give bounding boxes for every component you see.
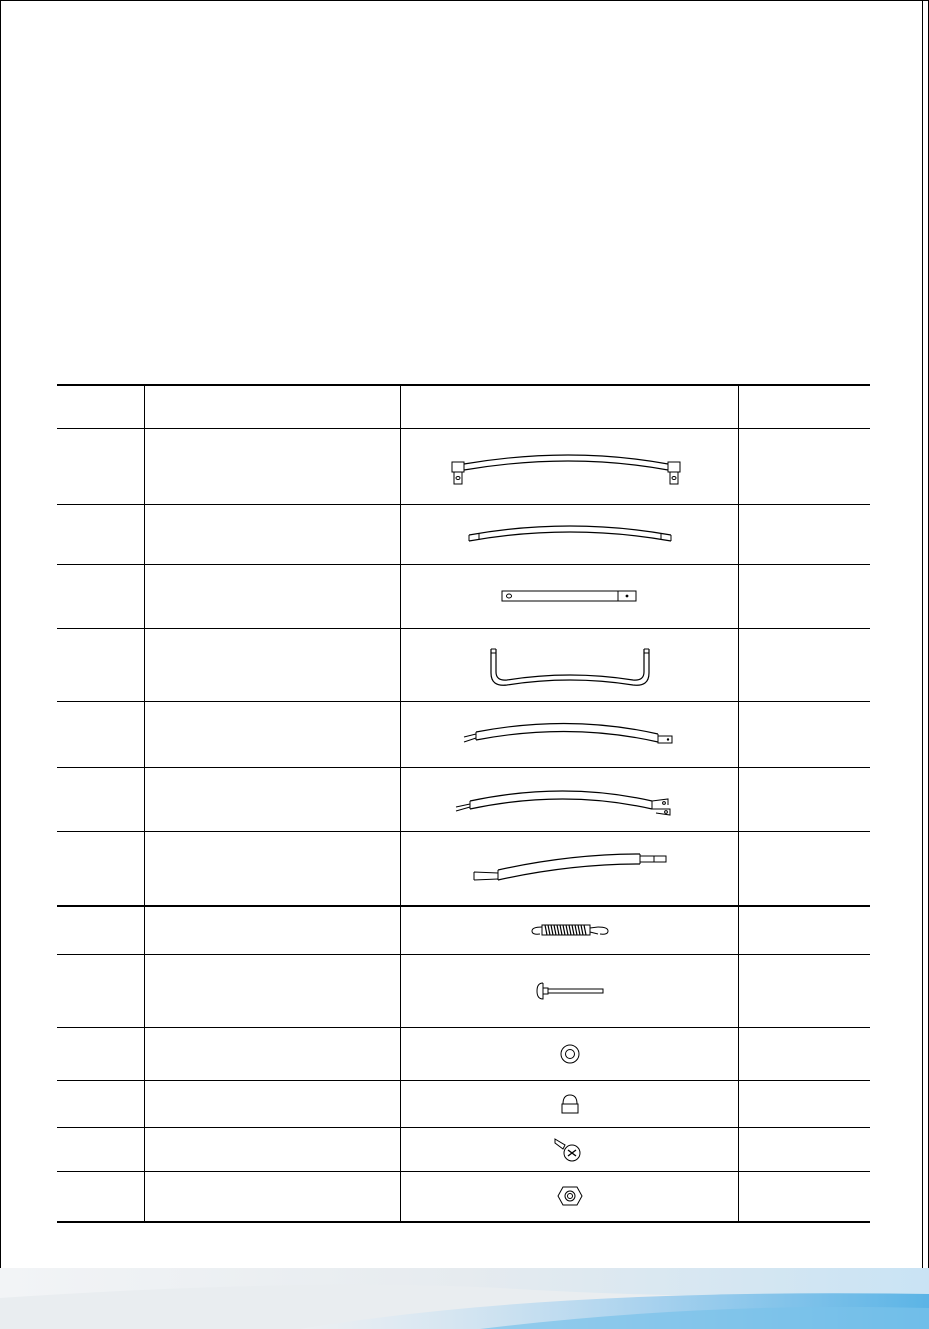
table-row <box>57 1027 870 1080</box>
header-cell-picture <box>401 385 739 428</box>
page-edge-rule <box>922 0 923 1329</box>
parts-list-table <box>57 384 870 1223</box>
flat-bar-icon <box>500 588 640 604</box>
table-row <box>57 954 870 1027</box>
table-row <box>57 1080 870 1127</box>
bolt-icon <box>535 981 605 1001</box>
header-cell-no <box>57 385 145 428</box>
header-cell-name <box>145 385 401 428</box>
table-row <box>57 831 870 906</box>
table-row <box>57 628 870 701</box>
curved-top-rail-with-brackets-icon <box>450 446 690 486</box>
curved-tube-icon <box>465 519 675 549</box>
table-row <box>57 906 870 954</box>
table-row <box>57 1127 870 1171</box>
header-cell-qty <box>739 385 871 428</box>
table-header-row <box>57 385 870 428</box>
screw-icon <box>553 1135 587 1163</box>
cap-nut-icon <box>559 1092 581 1116</box>
curved-pole-with-sleeve-icon <box>460 716 680 752</box>
table-row <box>57 767 870 831</box>
table-row <box>57 701 870 767</box>
table-row <box>57 1171 870 1222</box>
hex-nut-icon <box>556 1184 584 1208</box>
spring-icon <box>530 922 610 938</box>
table-row <box>57 564 870 628</box>
table-row <box>57 428 870 504</box>
washer-icon <box>559 1043 581 1065</box>
u-shaped-leg-icon <box>485 637 655 693</box>
curved-pole-with-fork-end-icon <box>452 779 688 819</box>
footer-decoration <box>0 1268 929 1329</box>
curved-pole-with-swaged-end-icon <box>470 848 670 888</box>
table-row <box>57 504 870 564</box>
